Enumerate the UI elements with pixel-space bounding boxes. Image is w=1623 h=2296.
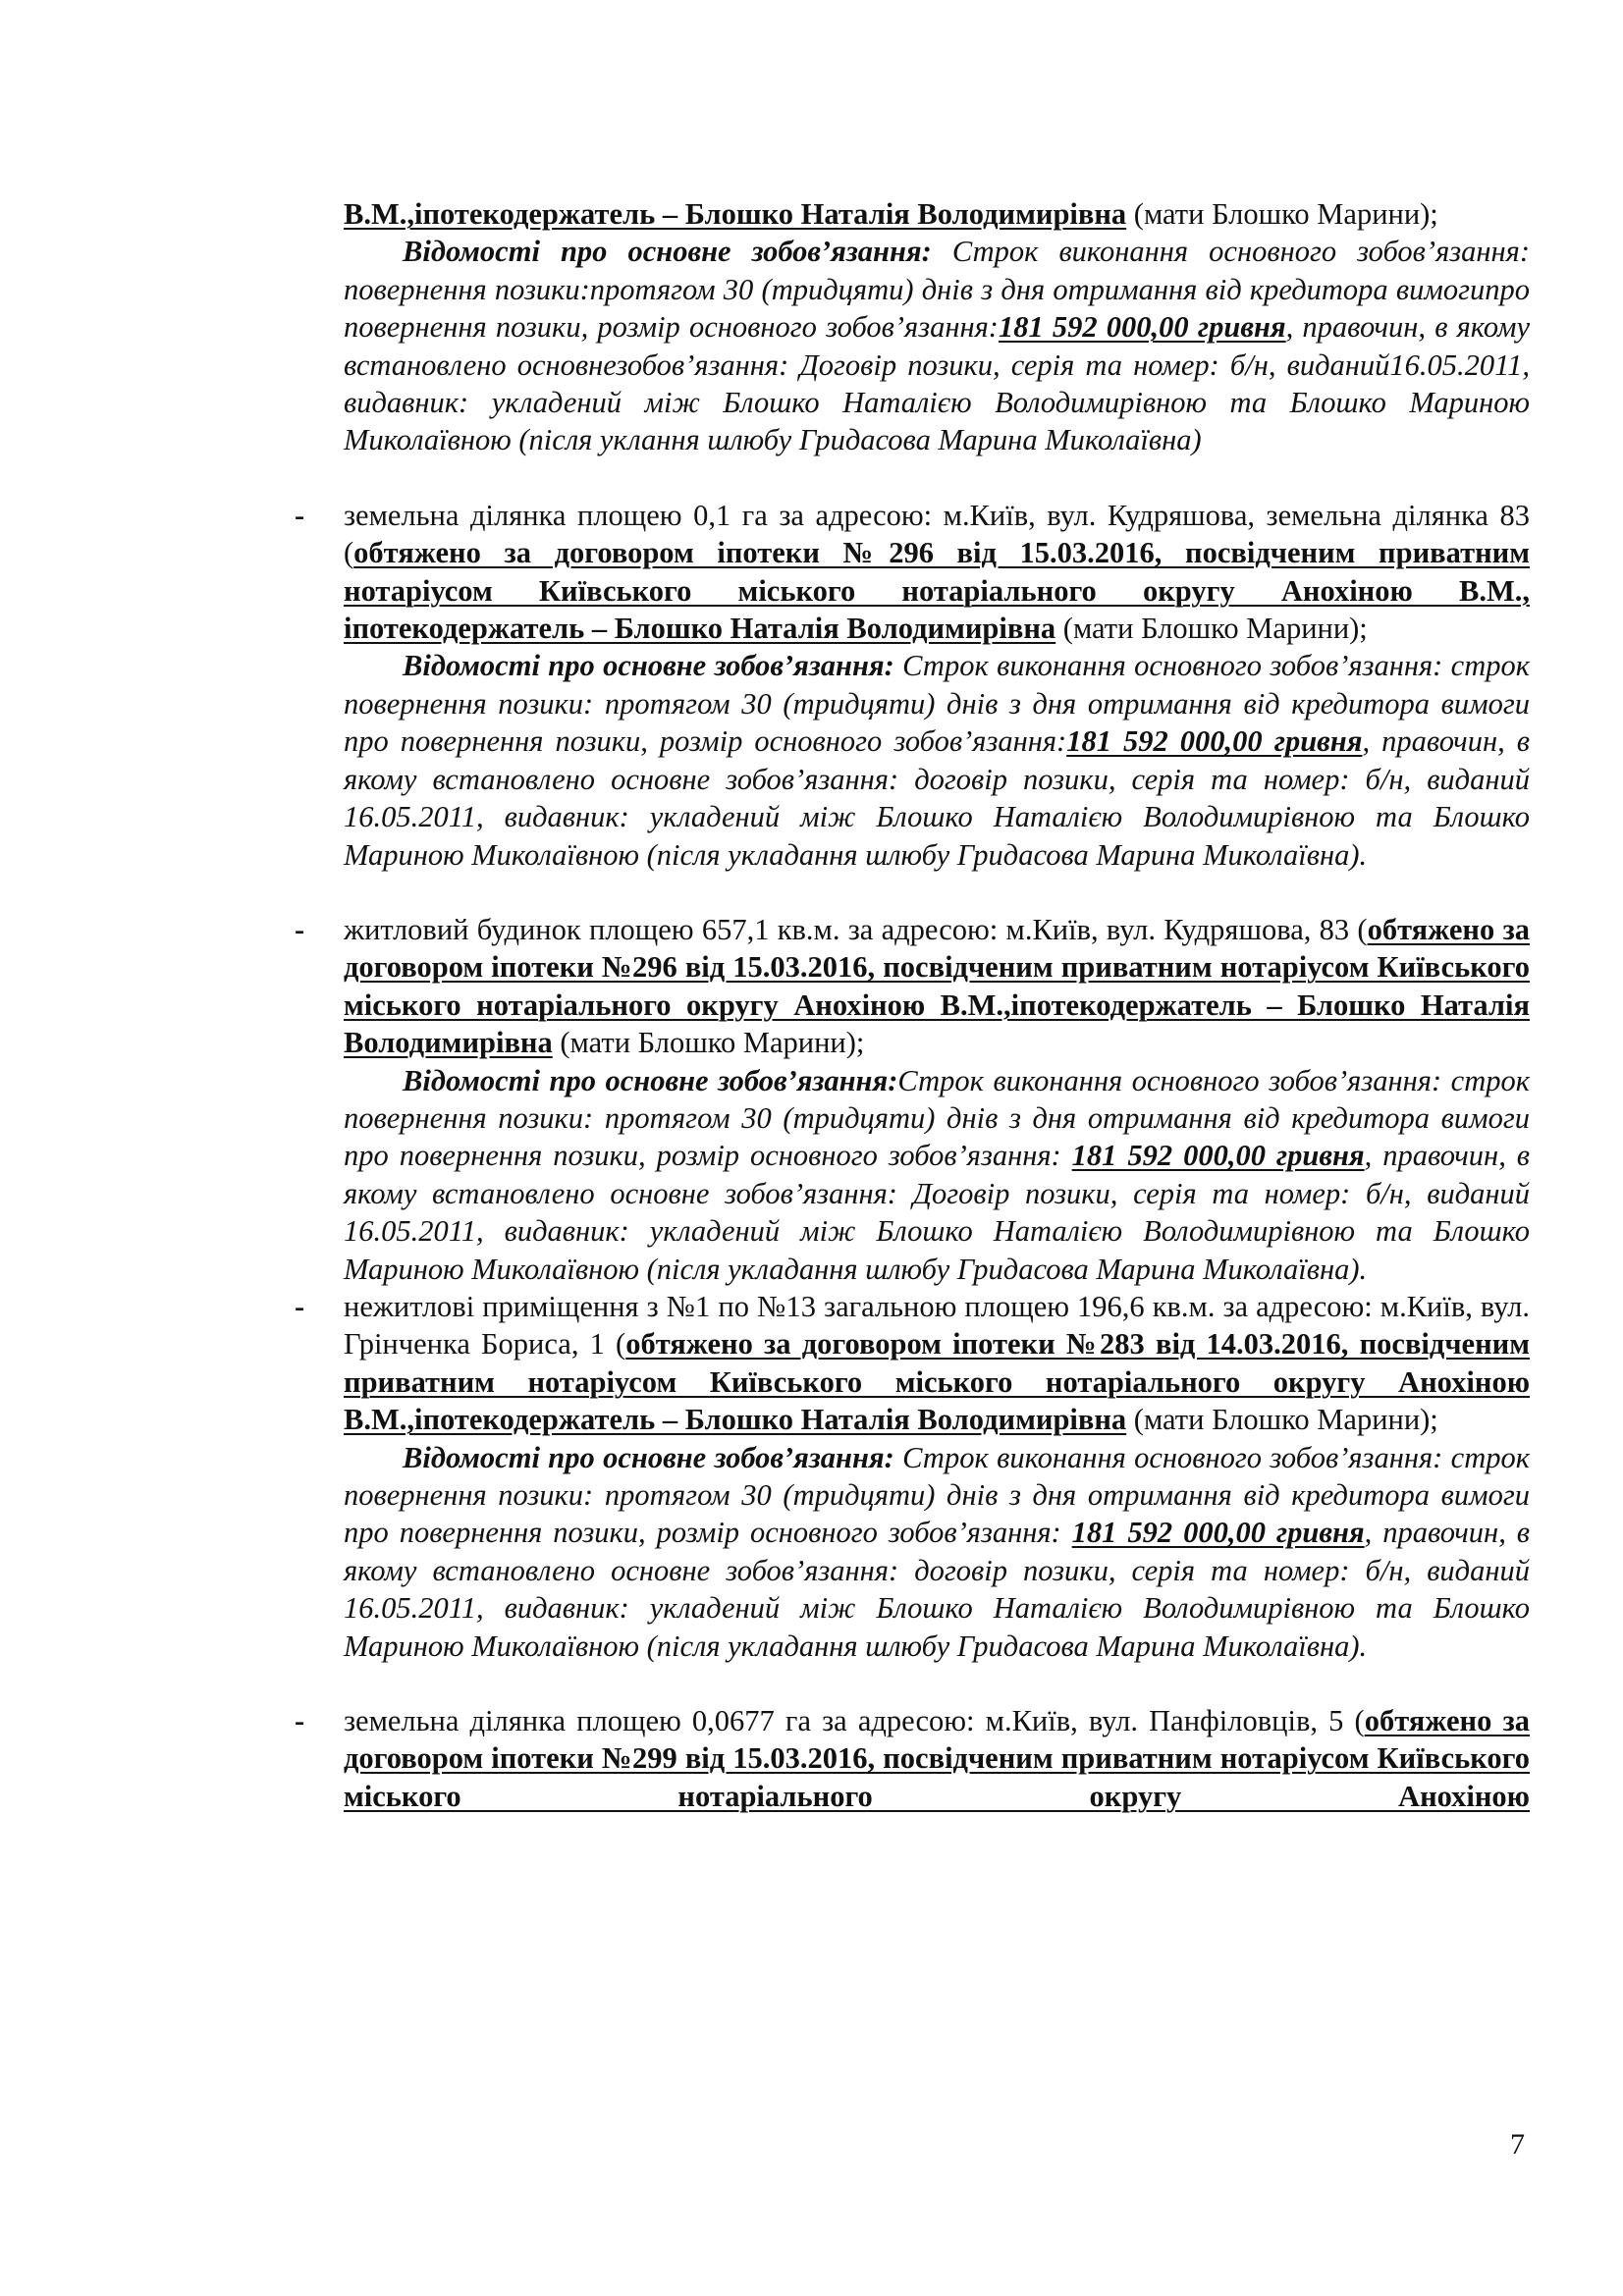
page-body (295, 195, 1531, 1815)
obligation-text: , правочин, в якому встановлено основнезобов’язання: Договір позики, серія та номер: б/н, виданий16.05.2011, видавник: укладений між Блошко Наталією Володимирівною та Блошко Мариною Миколаївною (після уклання шлюбу Гридасова Марина Миколаївна) (344, 310, 1530, 457)
bullet-dash: - (295, 498, 305, 532)
obligation-label: Відомості про основне зобов’язання: (403, 235, 932, 269)
list-item (295, 911, 1531, 1288)
mortgage-holder: В.М.,іпотекодержатель – Блошко Наталія Володимирівна (344, 197, 1127, 231)
property-lead: житловий будинок площею 657,1 кв.м. за адресою: м.Київ, вул. Кудряшова, 83 ( (344, 912, 1368, 946)
obligation-paragraph (344, 647, 1530, 873)
obligation-text: Строк виконання основного зобов’язання: строк повернення позики: протягом 30 (тридцяти) днів з дня отримання від кредитора вимоги про повернення позики, розмір основного зобов’язання: (344, 649, 1530, 759)
property-lead: земельна ділянка площею 0,1 га за адресою: м.Київ, вул. Кудряшова, земельна ділянка 83 ( (344, 498, 1530, 570)
obligation-amount: 181 592 000,00 гривня (1071, 1139, 1365, 1173)
mother-note: (мати Блошко Марини); (1126, 197, 1438, 231)
page-number: 7 (1510, 2128, 1525, 2161)
encumbrance-details: обтяжено за договором іпотеки №283 від 14.03.2016, посвідченим приватним нотаріусом Київського міського нотаріального округу Анохіною В.М.,іпотекодержатель – Блошко Наталія Володимирівна (344, 1327, 1530, 1437)
spacer (344, 874, 1530, 911)
spacer (344, 1665, 1530, 1702)
bullet-dash: - (295, 1289, 305, 1323)
bullet-dash: - (295, 912, 305, 946)
property-lead: нежитлові приміщення з №1 по №13 загальною площею 196,6 кв.м. за адресою: м.Київ, вул. Грінченка Бориса, 1 ( (344, 1289, 1530, 1362)
property-lead: земельна ділянка площею 0,0677 га за адресою: м.Київ, вул. Панфіловців, 5 ( (344, 1704, 1365, 1738)
property-description (344, 1288, 1530, 1439)
encumbrance-details: обтяжено за договором іпотеки №299 від 15.03.2016, посвідченим приватним нотаріусом Київського міського нотаріального округу Анохіною (344, 1704, 1530, 1813)
list-item (295, 1702, 1530, 1815)
spacer (344, 459, 1530, 497)
list-item (295, 497, 1531, 874)
obligation-amount: 181 592 000,00 гривня (1066, 724, 1363, 759)
mother-note: (мати Блошко Марини); (1055, 612, 1368, 646)
encumbrance-details: обтяжено за договором іпотеки №296 від 15.03.2016, посвідченим приватним нотаріусом Київського міського нотаріального округу Анохіною В.М.,іпотекодержатель – Блошко Наталія Володимирівна (344, 912, 1530, 1060)
obligation-amount: 181 592 000,00 гривня (998, 310, 1286, 345)
obligation-paragraph (344, 1062, 1530, 1288)
intro-paragraph (344, 195, 1530, 233)
obligation-text: Строк виконання основного зобов’язання: строк повернення позики: протягом 30 (тридцяти) днів з дня отримання від кредитора вимоги про повернення позики, розмір основного зобов’язання: (344, 1063, 1530, 1173)
obligation-text: , правочин, в якому встановлено основне зобов’язання: договір позики, серія та номер: б/н, виданий 16.05.2011, видавник: укладений між Блошко Наталією Володимирівною та Блошко Мариною Миколаївною (після укладання шлюбу Гридасова Марина Миколаївна). (344, 724, 1531, 872)
bullet-dash: - (295, 1704, 305, 1738)
obligation-text: , правочин, в якому встановлено основне зобов’язання: договір позики, серія та номер: б/н, виданий 16.05.2011, видавник: укладений між Блошко Наталією Володимирівною та Блошко Мариною Миколаївною (після укладання шлюбу Гридасова Марина Миколаївна). (344, 1516, 1531, 1663)
obligation-label: Відомості про основне зобов’язання: (403, 1440, 894, 1474)
property-description (344, 1702, 1530, 1815)
obligation-label: Відомості про основне зобов’язання: (403, 649, 894, 683)
obligation-text: , правочин, в якому встановлено основне зобов’язання: Договір позики, серія та номер: б/н, виданий 16.05.2011, видавник: укладений між Блошко Наталією Володимирівною та Блошко Мариною Миколаївною (після укладання шлюбу Гридасова Марина Миколаївна). (344, 1139, 1531, 1286)
mother-note: (мати Блошко Марини); (552, 1026, 865, 1060)
obligation-paragraph (344, 1439, 1530, 1665)
obligation-paragraph (344, 233, 1530, 458)
encumbrance-details: обтяжено за договором іпотеки №296 від 15.03.2016, посвідченим приватним нотаріусом Київського міського нотаріального округу Анохіною В.М., іпотекодержатель – Блошко Наталія Володимирівна (344, 536, 1530, 646)
obligation-text: Строк виконання основного зобов’язання: строк повернення позики: протягом 30 (тридцяти) днів з дня отримання від кредитора вимоги про повернення позики, розмір основного зобов’язання: (344, 1440, 1530, 1550)
obligation-amount: 181 592 000,00 гривня (1071, 1516, 1365, 1550)
mother-note: (мати Блошко Марини); (1126, 1403, 1438, 1437)
obligation-text: Строк виконання основного зобов’язання: повернення позики:протягом 30 (тридцяти) днів з дня отримання від кредитора вимогипро повернення позики, розмір основного зобов’язання: (344, 235, 1530, 345)
property-description (344, 911, 1530, 1062)
list-item (295, 1288, 1531, 1665)
obligation-label: Відомості про основне зобов’язання: (403, 1063, 898, 1097)
property-description (344, 497, 1530, 648)
